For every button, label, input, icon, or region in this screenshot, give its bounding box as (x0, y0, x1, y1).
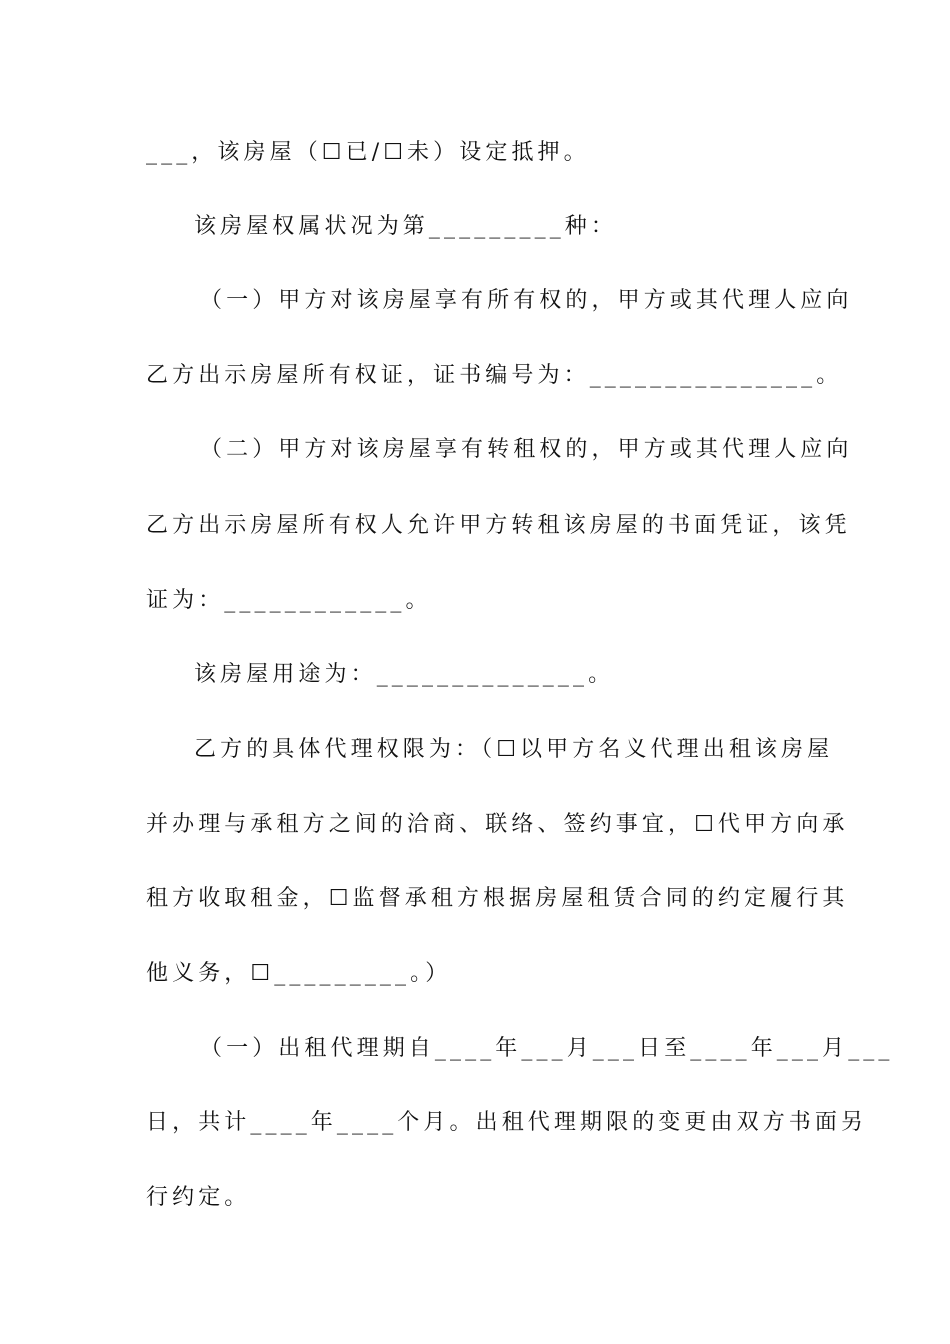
text-line: 并办理与承租方之间的洽商、联络、签约事宜，☐代甲方向承 (146, 812, 849, 837)
text-line: 行约定。 (146, 1185, 251, 1210)
text-line: 乙方出示房屋所有权人允许甲方转租该房屋的书面凭证，该凭 (146, 513, 851, 538)
text-line: 日，共计____年____个月。出租代理期限的变更由双方书面另 (146, 1110, 868, 1135)
text-line: ___，该房屋（☐已/☐未）设定抵押。 (146, 140, 590, 165)
text-line: 乙方的具体代理权限为：（☐以甲方名义代理出租该房屋 (194, 737, 834, 762)
text-line: 该房屋权属状况为第_________种： (194, 214, 618, 239)
text-line: 乙方出示房屋所有权证，证书编号为：_______________。 (146, 363, 843, 388)
text-line: 租方收取租金，☐监督承租方根据房屋租赁合同的约定履行其 (146, 886, 849, 911)
text-line: （一）出租代理期自____年___月___日至____年___月___ (200, 1036, 894, 1061)
text-line: 证为：____________。 (146, 588, 432, 613)
text-line: 他义务，☐_________。） (146, 961, 452, 986)
text-line: （二）甲方对该房屋享有转租权的，甲方或其代理人应向 (200, 437, 853, 462)
text-line: （一）甲方对该房屋享有所有权的，甲方或其代理人应向 (200, 288, 853, 313)
text-line: 该房屋用途为：______________。 (194, 662, 615, 687)
